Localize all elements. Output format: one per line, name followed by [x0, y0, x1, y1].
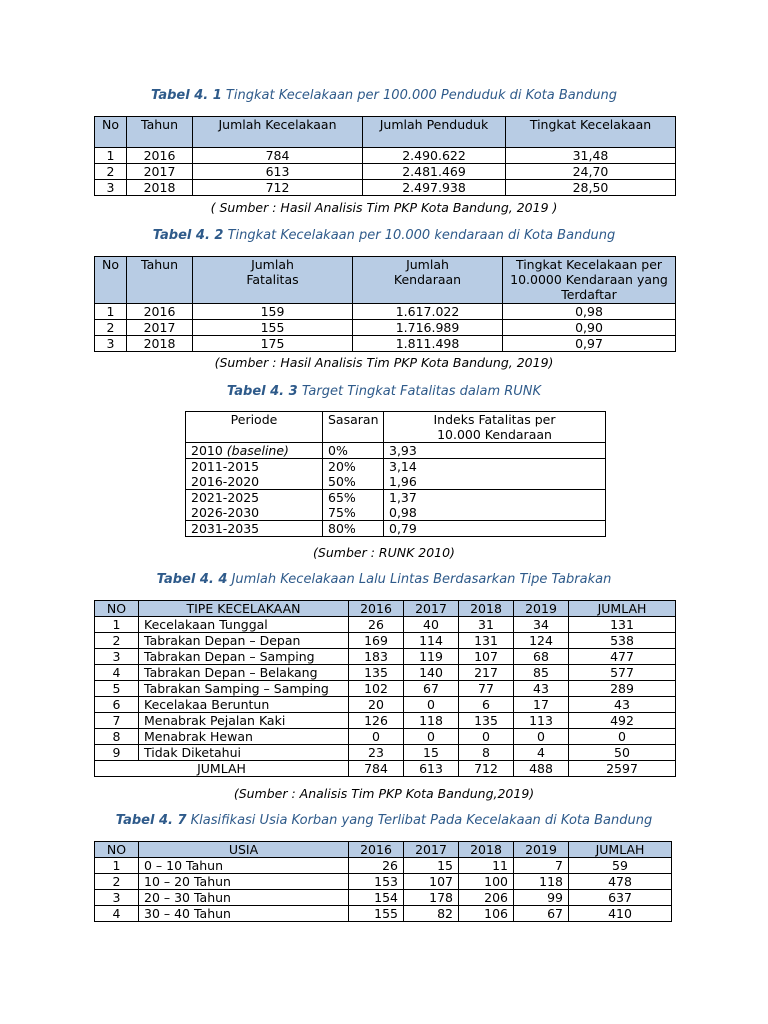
table-cell: 3 — [95, 890, 139, 906]
table-cell: 154 — [349, 890, 404, 906]
table-cell: 67 — [514, 906, 569, 922]
table-cell: 2017 — [127, 164, 193, 180]
table-cell: 75% — [323, 505, 384, 521]
table2-caption — [0, 228, 768, 243]
table-cell: 3,93 — [384, 443, 606, 459]
table-cell: 8 — [459, 745, 514, 761]
table5-header: 2019 — [514, 842, 569, 858]
table-cell: 15 — [404, 745, 459, 761]
table-cell: 1,96 — [384, 474, 606, 490]
table-row — [186, 459, 606, 475]
table-cell: Kecelakaa Beruntun — [139, 697, 349, 713]
table-cell: 3 — [95, 649, 139, 665]
table-cell: 784 — [193, 148, 363, 164]
table-cell: 613 — [404, 761, 459, 777]
table-cell: 0,79 — [384, 521, 606, 537]
table-cell: 40 — [404, 617, 459, 633]
table-cell: 613 — [193, 164, 363, 180]
table-cell: 2.481.469 — [363, 164, 506, 180]
table-cell: 106 — [459, 906, 514, 922]
table-cell: 206 — [459, 890, 514, 906]
table-cell: 3 — [95, 336, 127, 352]
table3-caption — [0, 384, 768, 399]
table-cell: 1 — [95, 858, 139, 874]
table-cell: 2011-2015 — [186, 459, 323, 475]
table-cell: 2018 — [127, 336, 193, 352]
table-cell: 50 — [569, 745, 676, 761]
table-cell: 140 — [404, 665, 459, 681]
table2-caption-text: Tingkat Kecelakaan per 10.000 kendaraan di Kota Bandung — [227, 228, 616, 243]
table-cell: 28,50 — [506, 180, 676, 196]
table5-header-row — [95, 842, 672, 858]
table-cell: 3 — [95, 180, 127, 196]
table3-header-row — [186, 412, 606, 443]
table-cell: 178 — [404, 890, 459, 906]
table-cell: 113 — [514, 713, 569, 729]
table-cell: 43 — [514, 681, 569, 697]
table1-header: Tahun — [127, 117, 193, 148]
table-cell: 0 — [404, 729, 459, 745]
table-row — [186, 443, 606, 459]
table-cell: 119 — [404, 649, 459, 665]
table-cell: 1.617.022 — [353, 304, 503, 320]
baseline-year: 2010 — [191, 443, 223, 458]
table-row — [95, 665, 676, 681]
table-cell: 2 — [95, 633, 139, 649]
table4-source: (Sumber : Analisis Tim PKP Kota Bandung,2019) — [233, 786, 535, 801]
table-cell: 0 — [349, 729, 404, 745]
table-cell: 1.811.498 — [353, 336, 503, 352]
table-cell: 30 – 40 Tahun — [139, 906, 349, 922]
table5-header: 2016 — [349, 842, 404, 858]
table4-caption-label: Tabel 4. 4 — [156, 572, 228, 587]
table-cell: 68 — [514, 649, 569, 665]
table-cell: 135 — [349, 665, 404, 681]
table3-header: Periode — [186, 412, 323, 443]
table-cell: 637 — [569, 890, 672, 906]
table1-source: ( Sumber : Hasil Analisis Tim PKP Kota Bandung, 2019 ) — [210, 200, 558, 215]
table-cell: 6 — [95, 697, 139, 713]
table-cell: Tabrakan Depan – Belakang — [139, 665, 349, 681]
table2-header: Tingkat Kecelakaan per 10.0000 Kendaraan yang Terdaftar — [503, 257, 676, 304]
table-cell: 0 — [569, 729, 676, 745]
table4-caption-text: Jumlah Kecelakaan Lalu Lintas Berdasarkan Tipe Tabrakan — [231, 572, 612, 587]
table-cell: 2 — [95, 320, 127, 336]
table2-header-row — [95, 257, 676, 304]
table-cell: 7 — [95, 713, 139, 729]
table4-header: 2018 — [459, 601, 514, 617]
table-cell: 31,48 — [506, 148, 676, 164]
table-cell: Tabrakan Samping – Samping — [139, 681, 349, 697]
table-cell: 159 — [193, 304, 353, 320]
table1-caption — [0, 88, 768, 103]
table-row — [95, 633, 676, 649]
table4-header: JUMLAH — [569, 601, 676, 617]
table-cell: 107 — [404, 874, 459, 890]
table-cell: 67 — [404, 681, 459, 697]
table2 — [94, 256, 676, 352]
table-total-row — [95, 761, 676, 777]
table-row — [95, 906, 672, 922]
table4-caption — [0, 572, 768, 587]
table-cell: 20 – 30 Tahun — [139, 890, 349, 906]
table2-header: Jumlah Kendaraan — [353, 257, 503, 304]
table3-header: Sasaran — [323, 412, 384, 443]
table-row — [95, 180, 676, 196]
table-cell: 3,14 — [384, 459, 606, 475]
table-cell: 1,37 — [384, 490, 606, 506]
table-cell: 488 — [514, 761, 569, 777]
table-cell: 0% — [323, 443, 384, 459]
table-cell: Kecelakaan Tunggal — [139, 617, 349, 633]
table-cell: 784 — [349, 761, 404, 777]
table-cell: 477 — [569, 649, 676, 665]
table-cell: 80% — [323, 521, 384, 537]
table-cell: 0,98 — [503, 304, 676, 320]
table1-header: No — [95, 117, 127, 148]
table-cell: 0,90 — [503, 320, 676, 336]
table-row — [186, 490, 606, 506]
table-cell: 2017 — [127, 320, 193, 336]
table-cell: 114 — [404, 633, 459, 649]
table-cell: 0 – 10 Tahun — [139, 858, 349, 874]
table5 — [94, 841, 672, 922]
table-cell: 107 — [459, 649, 514, 665]
table-cell: 2597 — [569, 761, 676, 777]
table-cell: 26 — [349, 617, 404, 633]
table-cell: 20 — [349, 697, 404, 713]
table-cell: 131 — [459, 633, 514, 649]
table-cell: 217 — [459, 665, 514, 681]
table-cell: Tabrakan Depan – Depan — [139, 633, 349, 649]
table5-header: 2018 — [459, 842, 514, 858]
table-cell: 124 — [514, 633, 569, 649]
table-cell: 2021-2025 — [186, 490, 323, 506]
table-cell: 6 — [459, 697, 514, 713]
table1-caption-text: Tingkat Kecelakaan per 100.000 Penduduk di Kota Bandung — [225, 88, 617, 103]
table-cell: Menabrak Hewan — [139, 729, 349, 745]
table4 — [94, 600, 676, 777]
table2-header: Jumlah Fatalitas — [193, 257, 353, 304]
table5-header: JUMLAH — [569, 842, 672, 858]
table1 — [94, 116, 676, 196]
table-cell: 478 — [569, 874, 672, 890]
table-cell: 492 — [569, 713, 676, 729]
table-cell: 82 — [404, 906, 459, 922]
table-row — [95, 617, 676, 633]
table-cell: 135 — [459, 713, 514, 729]
table-row — [186, 505, 606, 521]
table-cell: 11 — [459, 858, 514, 874]
table-row — [95, 304, 676, 320]
table3-caption-label: Tabel 4. 3 — [226, 384, 298, 399]
table-cell: 2031-2035 — [186, 521, 323, 537]
table2-source: (Sumber : Hasil Analisis Tim PKP Kota Bandung, 2019) — [214, 355, 554, 370]
table-row — [95, 320, 676, 336]
table3-header: Indeks Fatalitas per 10.000 Kendaraan — [384, 412, 606, 443]
table2-header: No — [95, 257, 127, 304]
table5-header: USIA — [139, 842, 349, 858]
table-cell: 118 — [404, 713, 459, 729]
table-cell: 2016-2020 — [186, 474, 323, 490]
table-cell: 126 — [349, 713, 404, 729]
table-cell: JUMLAH — [95, 761, 349, 777]
table5-caption — [0, 813, 768, 828]
table-row — [95, 890, 672, 906]
table-row — [95, 649, 676, 665]
table-cell: 577 — [569, 665, 676, 681]
table-cell: 102 — [349, 681, 404, 697]
table-cell: 1 — [95, 304, 127, 320]
table-cell: 1 — [95, 617, 139, 633]
table-cell: 85 — [514, 665, 569, 681]
table-cell: 4 — [95, 906, 139, 922]
table-cell: 8 — [95, 729, 139, 745]
table-row — [186, 521, 606, 537]
table-cell: 20% — [323, 459, 384, 475]
table5-caption-text: Klasifikasi Usia Korban yang Terlibat Pada Kecelakaan di Kota Bandung — [190, 813, 653, 828]
table-cell: 5 — [95, 681, 139, 697]
table-cell: 118 — [514, 874, 569, 890]
table-cell: 2016 — [127, 304, 193, 320]
table-cell: 2 — [95, 874, 139, 890]
table4-header: 2016 — [349, 601, 404, 617]
table3-caption-text: Target Tingkat Fatalitas dalam RUNK — [301, 384, 542, 399]
table-row — [95, 148, 676, 164]
table-cell: 100 — [459, 874, 514, 890]
table-cell: 50% — [323, 474, 384, 490]
table-cell — [186, 443, 323, 459]
baseline-note: (baseline) — [226, 443, 289, 458]
table-cell: 77 — [459, 681, 514, 697]
table-cell: 0 — [404, 697, 459, 713]
table1-header: Jumlah Penduduk — [363, 117, 506, 148]
table-cell: 15 — [404, 858, 459, 874]
table-cell: 0,98 — [384, 505, 606, 521]
table-row — [95, 681, 676, 697]
table4-header: 2017 — [404, 601, 459, 617]
table-cell: 2026-2030 — [186, 505, 323, 521]
table-cell: 7 — [514, 858, 569, 874]
table-cell: 24,70 — [506, 164, 676, 180]
table-cell: 410 — [569, 906, 672, 922]
table-cell: 34 — [514, 617, 569, 633]
table-row — [186, 474, 606, 490]
table-row — [95, 164, 676, 180]
table2-caption-label: Tabel 4. 2 — [152, 228, 224, 243]
table-cell: 712 — [193, 180, 363, 196]
table-cell: 59 — [569, 858, 672, 874]
table-cell: 17 — [514, 697, 569, 713]
table-cell: 155 — [349, 906, 404, 922]
table-cell: 26 — [349, 858, 404, 874]
table-cell: 65% — [323, 490, 384, 506]
table2-header: Tahun — [127, 257, 193, 304]
table-cell: 4 — [514, 745, 569, 761]
table-row — [95, 697, 676, 713]
table-cell: 1 — [95, 148, 127, 164]
table-cell: 2016 — [127, 148, 193, 164]
table-cell: 175 — [193, 336, 353, 352]
table-row — [95, 729, 676, 745]
table-cell: 183 — [349, 649, 404, 665]
table-cell: 289 — [569, 681, 676, 697]
table-row — [95, 745, 676, 761]
table1-caption-label: Tabel 4. 1 — [151, 88, 222, 103]
table-cell: 0,97 — [503, 336, 676, 352]
table5-header: 2017 — [404, 842, 459, 858]
table3-source: (Sumber : RUNK 2010) — [313, 545, 455, 560]
table-cell: Tidak Diketahui — [139, 745, 349, 761]
table-cell: 0 — [514, 729, 569, 745]
table-row — [95, 858, 672, 874]
table1-header: Tingkat Kecelakaan — [506, 117, 676, 148]
table4-header: TIPE KECELAKAAN — [139, 601, 349, 617]
table-cell: 9 — [95, 745, 139, 761]
table-cell: 169 — [349, 633, 404, 649]
table-cell: 2018 — [127, 180, 193, 196]
table5-header: NO — [95, 842, 139, 858]
table-cell: 0 — [459, 729, 514, 745]
table-cell: 538 — [569, 633, 676, 649]
table-cell: 153 — [349, 874, 404, 890]
table-cell: 43 — [569, 697, 676, 713]
table-row — [95, 874, 672, 890]
table-cell: Menabrak Pejalan Kaki — [139, 713, 349, 729]
table-cell: 2 — [95, 164, 127, 180]
table-cell: 2.497.938 — [363, 180, 506, 196]
table-cell: 712 — [459, 761, 514, 777]
table-cell: 4 — [95, 665, 139, 681]
table-cell: 99 — [514, 890, 569, 906]
table4-header-row — [95, 601, 676, 617]
table1-header: Jumlah Kecelakaan — [193, 117, 363, 148]
table-cell: 155 — [193, 320, 353, 336]
table-cell: 131 — [569, 617, 676, 633]
table-cell: 1.716.989 — [353, 320, 503, 336]
table-row — [95, 713, 676, 729]
table-cell: 31 — [459, 617, 514, 633]
table4-header: NO — [95, 601, 139, 617]
table-row — [95, 336, 676, 352]
table-cell: 23 — [349, 745, 404, 761]
table3 — [185, 411, 606, 537]
table-cell: 10 – 20 Tahun — [139, 874, 349, 890]
table4-header: 2019 — [514, 601, 569, 617]
table-cell: Tabrakan Depan – Samping — [139, 649, 349, 665]
table-cell: 2.490.622 — [363, 148, 506, 164]
table5-caption-label: Tabel 4. 7 — [115, 813, 187, 828]
table1-header-row — [95, 117, 676, 148]
